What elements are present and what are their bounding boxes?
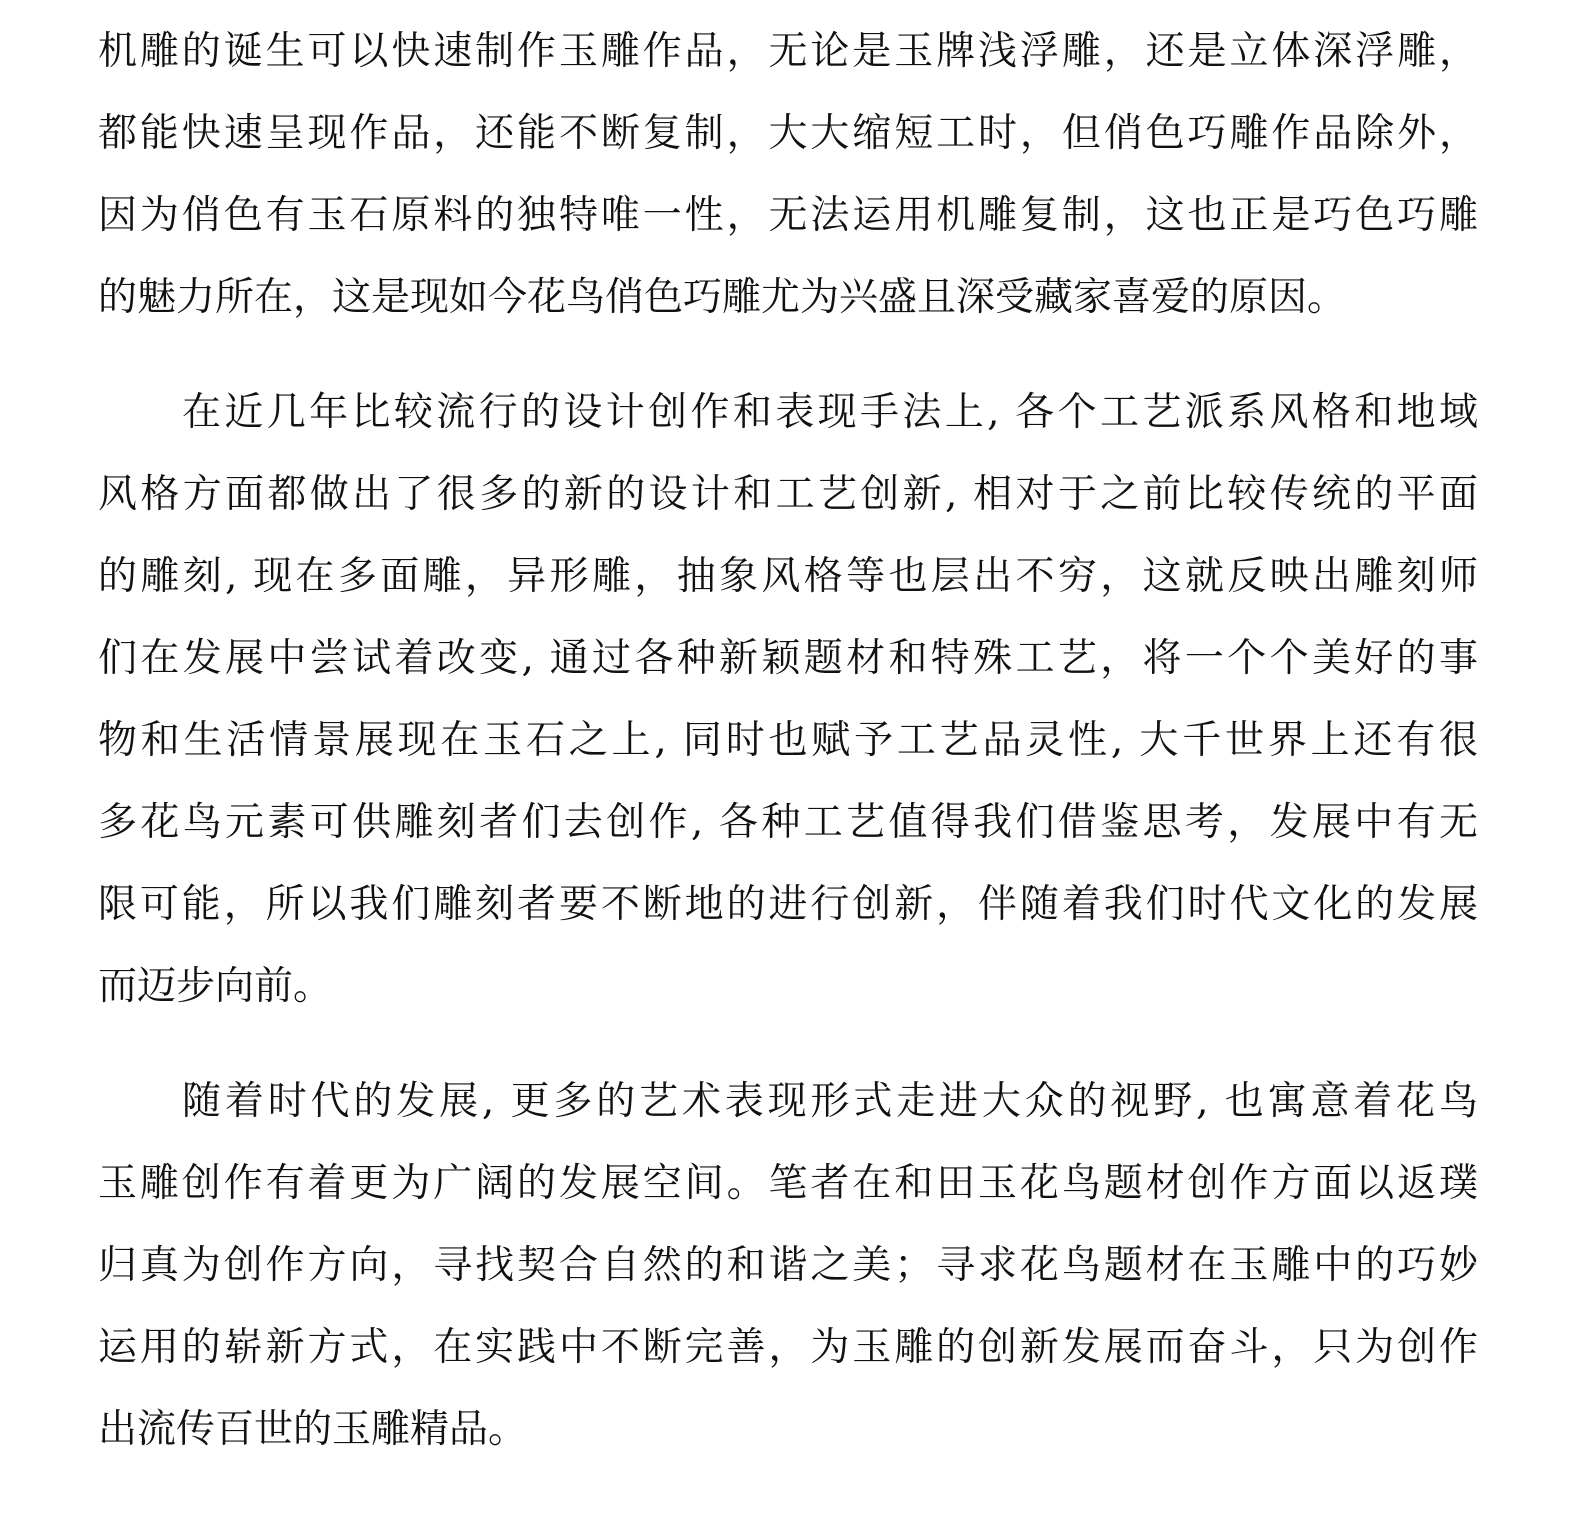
text-line: 都能快速呈现作品，还能不断复制，大大缩短工时，但俏色巧雕作品除外， (98, 111, 1478, 156)
text-line: 而迈步向前。 (98, 964, 333, 1009)
text-line: 风格方面都做出了很多的新的设计和工艺创新, 相对于之前比较传统的平面 (98, 472, 1478, 517)
text-line: 物和生活情景展现在玉石之上, 同时也赋予工艺品灵性, 大千世界上还有很 (98, 718, 1478, 763)
document-page (98, 0, 1478, 1531)
text-line: 玉雕创作有着更为广阔的发展空间。笔者在和田玉花鸟题材创作方面以返璞 (98, 1161, 1478, 1206)
text-line: 运用的崭新方式，在实践中不断完善，为玉雕的创新发展而奋斗，只为创作 (98, 1325, 1478, 1370)
text-line: 在近几年比较流行的设计创作和表现手法上, 各个工艺派系风格和地域 (182, 390, 1478, 435)
text-line: 的雕刻, 现在多面雕，异形雕，抽象风格等也层出不穷，这就反映出雕刻师 (98, 554, 1478, 599)
text-line: 多花鸟元素可供雕刻者们去创作, 各种工艺值得我们借鉴思考，发展中有无 (98, 800, 1478, 845)
text-line: 们在发展中尝试着改变, 通过各种新颖题材和特殊工艺，将一个个美好的事 (98, 636, 1478, 681)
text-line: 的魅力所在，这是现如今花鸟俏色巧雕尤为兴盛且深受藏家喜爱的原因。 (98, 275, 1347, 320)
text-line: 限可能，所以我们雕刻者要不断地的进行创新，伴随着我们时代文化的发展 (98, 882, 1478, 927)
text-line: 随着时代的发展, 更多的艺术表现形式走进大众的视野, 也寓意着花鸟 (182, 1079, 1478, 1124)
text-line: 因为俏色有玉石原料的独特唯一性，无法运用机雕复制，这也正是巧色巧雕 (98, 193, 1478, 238)
text-line: 出流传百世的玉雕精品。 (98, 1407, 528, 1452)
text-line: 机雕的诞生可以快速制作玉雕作品，无论是玉牌浅浮雕，还是立体深浮雕， (98, 29, 1478, 74)
text-line: 归真为创作方向，寻找契合自然的和谐之美；寻求花鸟题材在玉雕中的巧妙 (98, 1243, 1478, 1288)
